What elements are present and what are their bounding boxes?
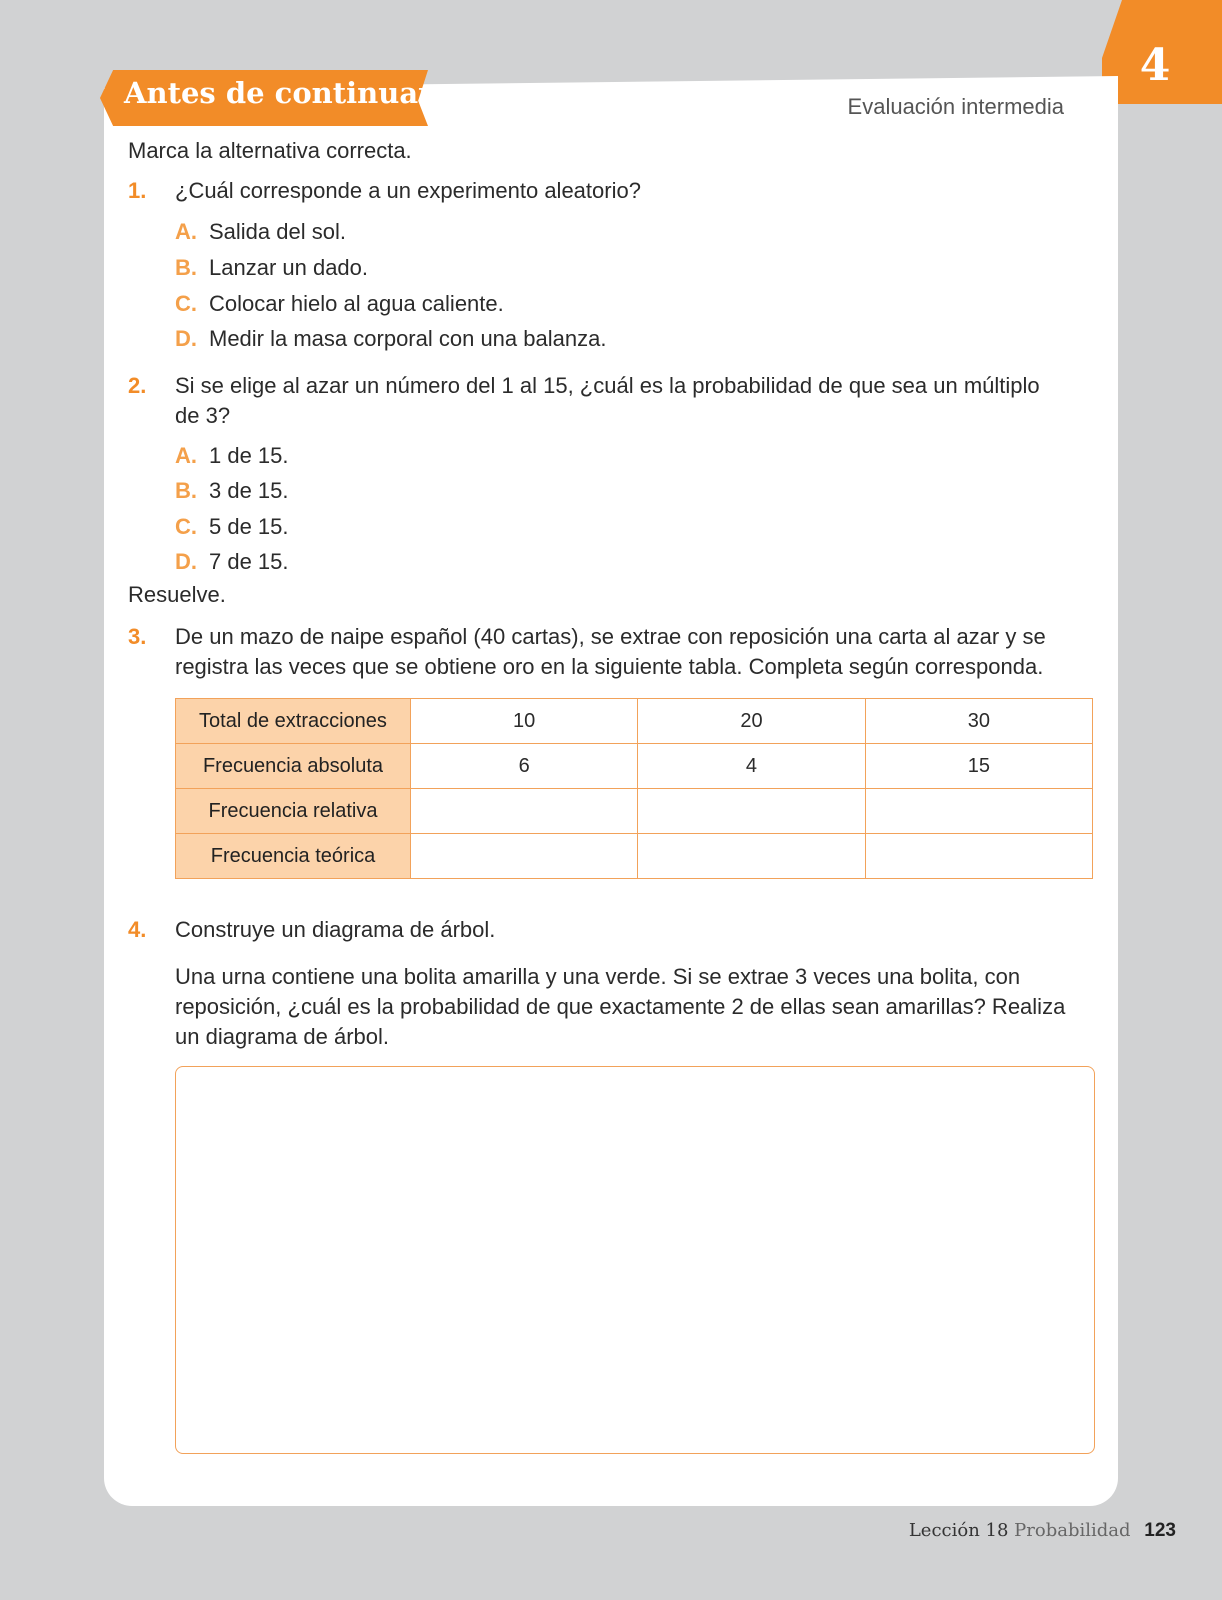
q1-option-a-text[interactable]: Salida del sol. [209,219,346,244]
answer-cell[interactable] [638,834,865,879]
question-3-text-line1: De un mazo de naipe español (40 cartas), se extrae con reposición una carta al azar y se [175,624,1046,649]
q2-option-b-letter[interactable]: B. [175,478,197,503]
q1-option-c-letter[interactable]: C. [175,291,197,316]
q2-option-c-letter[interactable]: C. [175,514,197,539]
table-row [176,789,1093,834]
row-header-absolute: Frecuencia absoluta [176,744,411,789]
question-4-body-line1: Una urna contiene una bolita amarilla y una verde. Si se extrae 3 veces una bolita, con [175,964,1021,989]
table-row [176,699,1093,744]
question-4-number: 4. [128,917,147,942]
q2-option-a-text[interactable]: 1 de 15. [209,443,289,468]
instruction-mark: Marca la alternativa correcta. [128,138,412,163]
answer-cell[interactable] [411,789,638,834]
footer-lesson: Lección 18 [908,1520,1009,1541]
question-3-text-line2: registra las veces que se obtiene oro en la siguiente tabla. Completa según corresponda. [175,654,1044,679]
instruction-solve: Resuelve. [128,582,226,607]
question-1-text: ¿Cuál corresponde a un experimento aleatorio? [175,178,641,203]
q2-option-d-letter[interactable]: D. [175,549,197,574]
table-cell: 10 [411,699,638,744]
tree-diagram-answer-box[interactable] [175,1066,1095,1454]
section-title: Antes de continuar [124,76,434,110]
q2-option-a-letter[interactable]: A. [175,443,197,468]
answer-cell[interactable] [411,834,638,879]
table-cell: 30 [865,699,1092,744]
page-footer [909,1520,1176,1542]
table-row [176,744,1093,789]
q1-option-b-text[interactable]: Lanzar un dado. [209,255,369,280]
question-2-number: 2. [128,373,147,398]
q1-option-a-letter[interactable]: A. [175,219,197,244]
table-row [176,834,1093,879]
question-1-number: 1. [128,178,147,203]
table-cell: 20 [638,699,865,744]
q1-option-d-letter[interactable]: D. [175,326,197,351]
frequency-table [175,698,1093,879]
question-4-body-line3: un diagrama de árbol. [175,1024,390,1049]
answer-cell[interactable] [865,789,1092,834]
question-2-text-line2: de 3? [175,403,231,428]
table-cell: 6 [411,744,638,789]
footer-topic: Probabilidad [1014,1520,1131,1541]
table-cell: 15 [865,744,1092,789]
q1-option-b-letter[interactable]: B. [175,255,197,280]
row-header-theoretical: Frecuencia teórica [176,834,411,879]
row-header-total: Total de extracciones [176,699,411,744]
table-cell: 4 [638,744,865,789]
question-3-number: 3. [128,624,147,649]
q1-option-c-text[interactable]: Colocar hielo al agua caliente. [209,291,504,316]
question-4-body-line2: reposición, ¿cuál es la probabilidad de que exactamente 2 de ellas sean amarillas? Realiza [175,994,1066,1019]
answer-cell[interactable] [638,789,865,834]
unit-number: 4 [1139,40,1171,91]
section-subtitle: Evaluación intermedia [847,94,1064,119]
question-4-text: Construye un diagrama de árbol. [175,917,496,942]
question-2-text-line1: Si se elige al azar un número del 1 al 15, ¿cuál es la probabilidad de que sea un múltiplo [175,373,1040,398]
q2-option-c-text[interactable]: 5 de 15. [209,514,289,539]
q2-option-b-text[interactable]: 3 de 15. [209,478,289,503]
row-header-relative: Frecuencia relativa [176,789,411,834]
page-number: 123 [1144,1520,1176,1541]
q2-option-d-text[interactable]: 7 de 15. [209,549,289,574]
answer-cell[interactable] [865,834,1092,879]
q1-option-d-text[interactable]: Medir la masa corporal con una balanza. [209,326,607,351]
